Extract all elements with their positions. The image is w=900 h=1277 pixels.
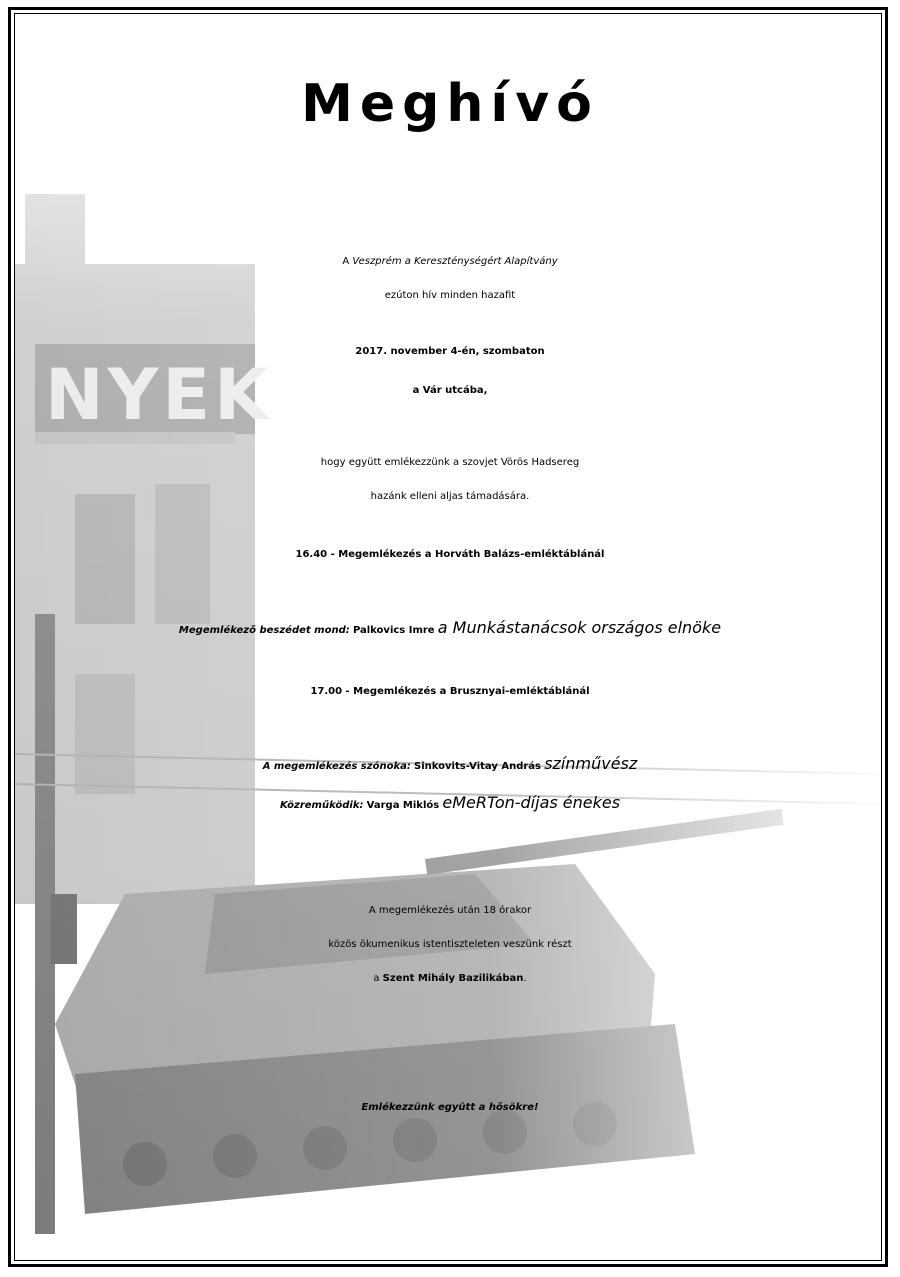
performer-name: Varga Miklós xyxy=(366,800,440,811)
after-suffix: . xyxy=(523,973,527,984)
organization-name: Veszprém a Kereszténységért Alapítvány xyxy=(352,256,558,267)
program-2-speaker xyxy=(0,756,900,772)
event-location: a Vár utcába, xyxy=(412,385,488,396)
intro-line-2: ezúton hív minden hazafit xyxy=(384,290,516,301)
speaker-name: Sinkovits-Vitay András xyxy=(414,761,541,772)
closing-slogan: Emlékezzünk együtt a hősökre! xyxy=(361,1102,539,1113)
after-line-2: közös ökumenikus istentiszteleten veszünk részt xyxy=(328,939,572,950)
intro-line-1 xyxy=(0,257,900,267)
event-date: 2017. november 4-én, szombaton xyxy=(355,346,545,357)
after-line-3 xyxy=(0,974,900,984)
program-2-performer xyxy=(0,795,900,811)
purpose-line-2: hazánk elleni aljas támadására. xyxy=(370,491,530,502)
performer-description: eMeRTon-díjas énekes xyxy=(442,793,621,812)
after-prefix: a xyxy=(373,973,383,984)
program-2-heading: 17.00 - Megemlékezés a Brusznyai-emléktáblánál xyxy=(310,686,590,697)
page-title: Meghívó xyxy=(301,74,599,134)
purpose-line-1: hogy együtt emlékezzünk a szovjet Vörös Hadsereg xyxy=(320,457,580,468)
program-1-speaker xyxy=(0,620,900,636)
speaker-description: színművész xyxy=(544,754,638,773)
speaker-name: Palkovics Imre xyxy=(352,625,435,636)
church-name: Szent Mihály Bazilikában xyxy=(382,973,524,984)
intro-prefix: A xyxy=(342,256,353,267)
after-line-1: A megemlékezés után 18 órakor xyxy=(368,905,532,916)
program-1-heading: 16.40 - Megemlékezés a Horváth Balázs-emléktáblánál xyxy=(295,549,605,560)
performer-role: Közreműködik: xyxy=(279,800,364,811)
speaker-description: a Munkástanácsok országos elnöke xyxy=(437,618,722,637)
speaker-role: A megemlékezés szónoka: xyxy=(262,761,411,772)
speaker-role: Megemlékező beszédet mond: xyxy=(178,625,350,636)
